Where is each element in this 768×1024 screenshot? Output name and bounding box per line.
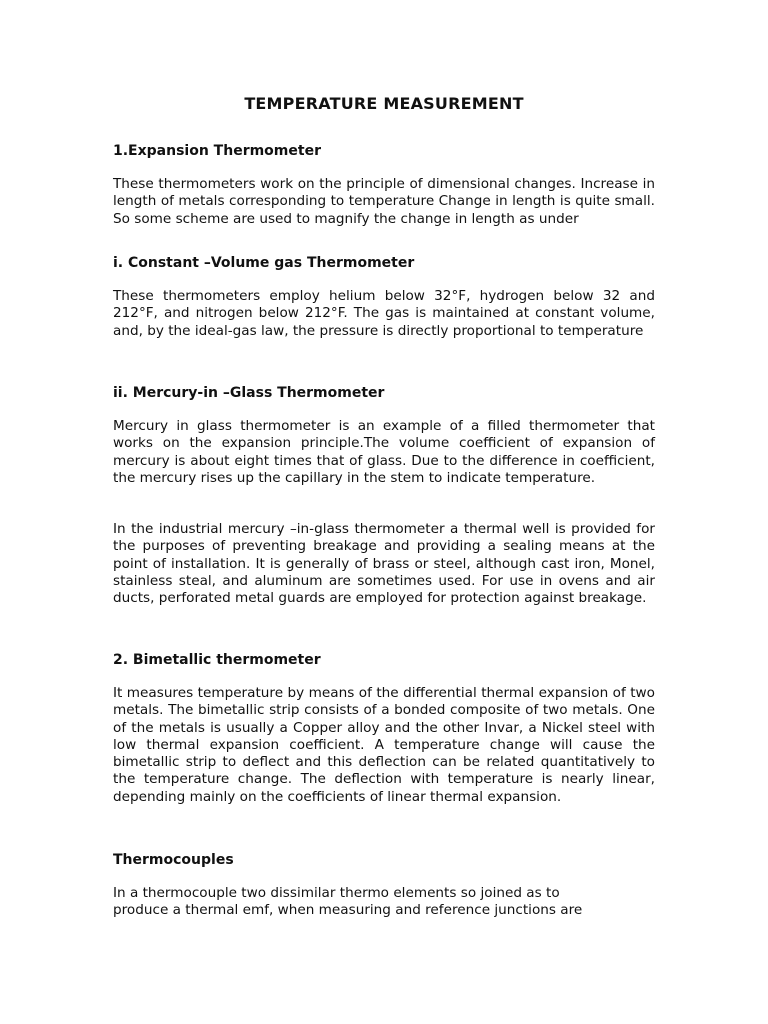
document-title: TEMPERATURE MEASUREMENT	[244, 94, 524, 113]
paragraph-constant-volume-gas: These thermometers employ helium below 32°F, hydrogen below 32 and 212°F, and nitrogen below 212°F. The gas is maintained at constant volume, and, by the ideal-gas law, the pressure is directly proportional to temperature	[113, 288, 655, 339]
section-heading-mercury-in-glass: ii. Mercury-in –Glass Thermometer	[113, 385, 385, 401]
paragraph-bimetallic-thermometer: It measures temperature by means of the differential thermal expansion of two metals. The bimetallic strip consists of a bonded composite of two metals. One of the metals is usually a Copper alloy and the other Invar, a Nickel steel with low thermal expansion coefficient. A temperature change will cause the bimetallic strip to deflect and this deflection can be related quantitatively to the temperature change. The deflection with temperature is nearly linear, depending mainly on the coefficients of linear thermal expansion.	[113, 685, 655, 805]
section-heading-expansion-thermometer: 1.Expansion Thermometer	[113, 143, 321, 159]
section-heading-constant-volume-gas: i. Constant –Volume gas Thermometer	[113, 255, 415, 271]
document-page	[113, 0, 655, 1024]
paragraph-expansion-thermometer: These thermometers work on the principle of dimensional changes. Increase in length of metals corresponding to temperature Change in length is quite small. So some scheme are used to magnify the change in length as under	[113, 176, 655, 227]
paragraph-mercury-in-glass-1: Mercury in glass thermometer is an example of a filled thermometer that works on the expansion principle.The volume coefficient of expansion of mercury is about eight times that of glass. Due to the difference in coefficient, the mercury rises up the capillary in the stem to indicate temperature.	[113, 418, 655, 486]
section-heading-bimetallic-thermometer: 2. Bimetallic thermometer	[113, 652, 321, 668]
paragraph-mercury-in-glass-2: In the industrial mercury –in-glass thermometer a thermal well is provided for the purposes of preventing breakage and providing a sealing means at the point of installation. It is generally of brass or steel, although cast iron, Monel, stainless steal, and aluminum are sometimes used. For use in ovens and air ducts, perforated metal guards are employed for protection against breakage.	[113, 521, 655, 607]
paragraph-thermocouples: In a thermocouple two dissimilar thermo elements so joined as to produce a thermal emf, when measuring and reference junctions are	[113, 885, 583, 919]
section-heading-thermocouples: Thermocouples	[113, 852, 234, 868]
